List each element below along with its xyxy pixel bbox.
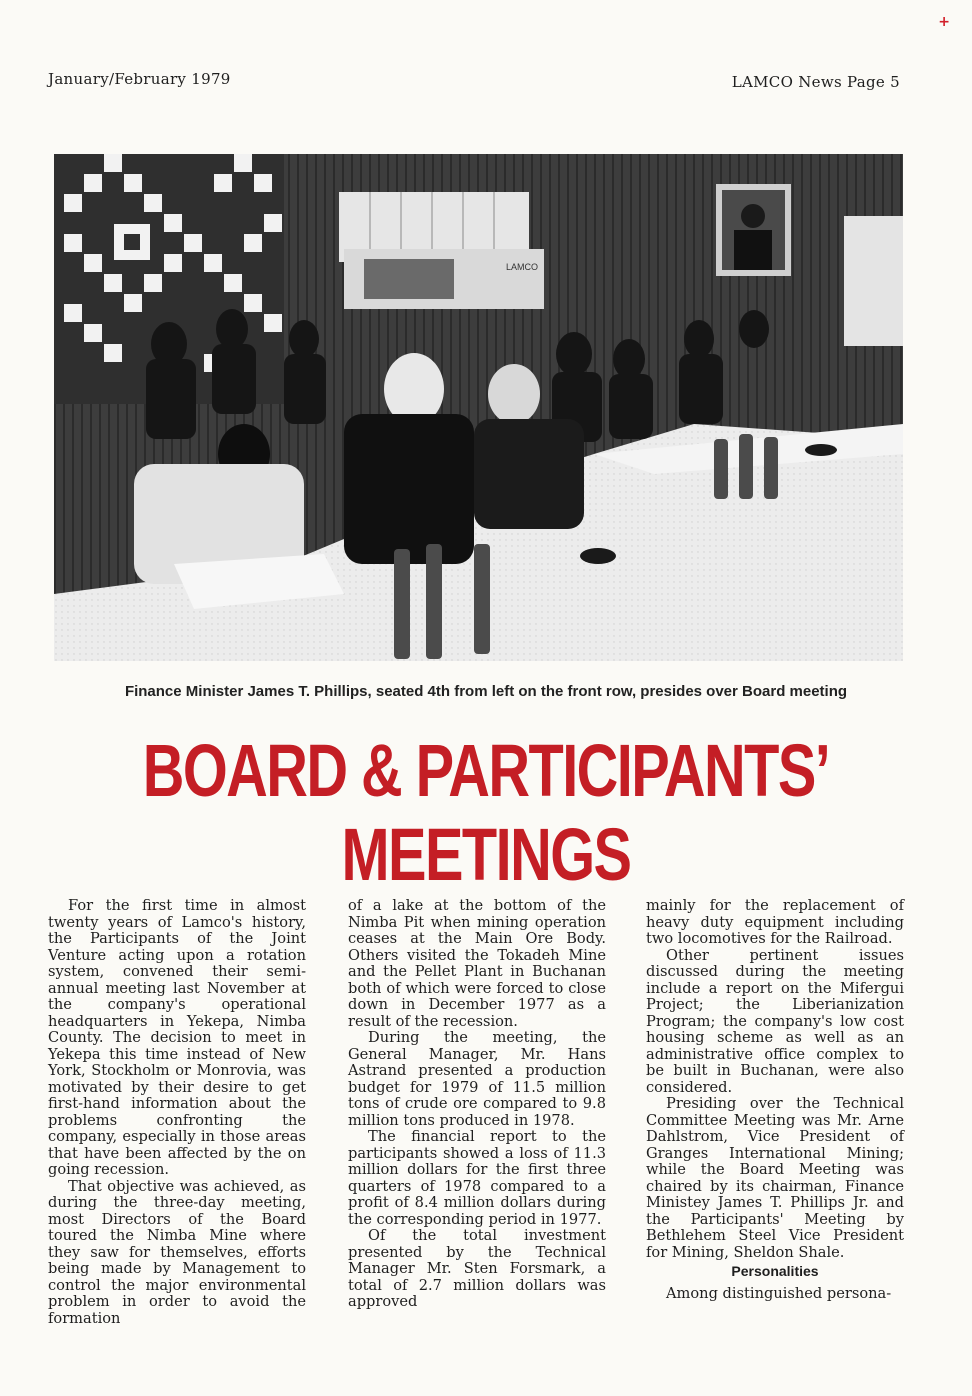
article-column-3 [646, 898, 904, 1302]
section-subheading: Personalities [731, 1263, 819, 1279]
paragraph: mainly for the replacement of heavy duty equipment including two locomotives for the Railroad. [646, 897, 904, 947]
lamco-wall-sign: LAMCO [506, 262, 539, 272]
paragraph: Presiding over the Technical Committee Meeting was Mr. Arne Dahlstrom, Vice President of Granges International Mining; while the Board Meeting was chaired by its chairman, Finance Ministey James T. Phillips Jr. and the Participants' Meeting by Bethlehem Steel Vice President for Mining, Sheldon Shale. [646, 1095, 904, 1261]
paragraph: Other pertinent issues discussed during the meeting include a report on the Mifergui Project; the Liberianization Program; the company's low cost housing scheme as well as an administrative office complex to be built in Buchanan, were also considered. [646, 946, 904, 1096]
article-column-1 [48, 898, 306, 1327]
paragraph: That objective was achieved, as during the three-day meeting, most Directors of the Board toured the Nimba Mine where they saw for themselves, efforts being made by Management to control the major environmental problem in order to avoid the formation [48, 1177, 306, 1327]
article-column-2 [348, 898, 606, 1311]
board-meeting-photo [54, 154, 903, 661]
paragraph: of a lake at the bottom of the Nimba Pit when mining operation ceases at the Main Ore Body. Others visited the Tokadeh Mine and the Pellet Plant in Buchanan both of which were forced to close down in December 1977 as a result of the recession. [348, 897, 606, 1030]
issue-date: January/February 1979 [48, 70, 231, 88]
photo-caption: Finance Minister James T. Phillips, seated 4th from left on the front row, presides over Board meeting [124, 683, 848, 700]
headline-line-2: MEETINGS [341, 813, 631, 896]
corner-registration-mark: + [938, 14, 950, 30]
paragraph: During the meeting, the General Manager, Mr. Hans Astrand presented a production budget for 1979 of 11.5 million tons of crude ore compared to 9.8 million tons produced in 1978. [348, 1029, 606, 1129]
paragraph: For the first time in almost twenty years of Lamco's history, the Participants of the Joint Venture acting upon a rotation system, convened their semi-annual meeting last November at the company's operational headquarters in Yekepa, Nimba County. The decision to meet in Yekepa this time instead of New York, Stockholm or Monrovia, was motivated by their desire to get first-hand information about the problems confronting the company, especially in those areas that have been affected by the on going recession. [48, 897, 306, 1178]
paragraph: The financial report to the participants showed a loss of 11.3 million dollars for the first three quarters of 1978 compared to a profit of 8.4 million dollars during the corresponding period in 1977. [348, 1128, 606, 1228]
paragraph: Among distinguished persona- [666, 1284, 892, 1302]
paragraph: Of the total investment presented by the Technical Manager Mr. Sten Forsmark, a total of 2.7 million dollars was approved [348, 1227, 606, 1310]
headline-line-1: BOARD & PARTICIPANTS’ [142, 729, 830, 812]
publication-page-label: LAMCO News Page 5 [731, 73, 900, 91]
